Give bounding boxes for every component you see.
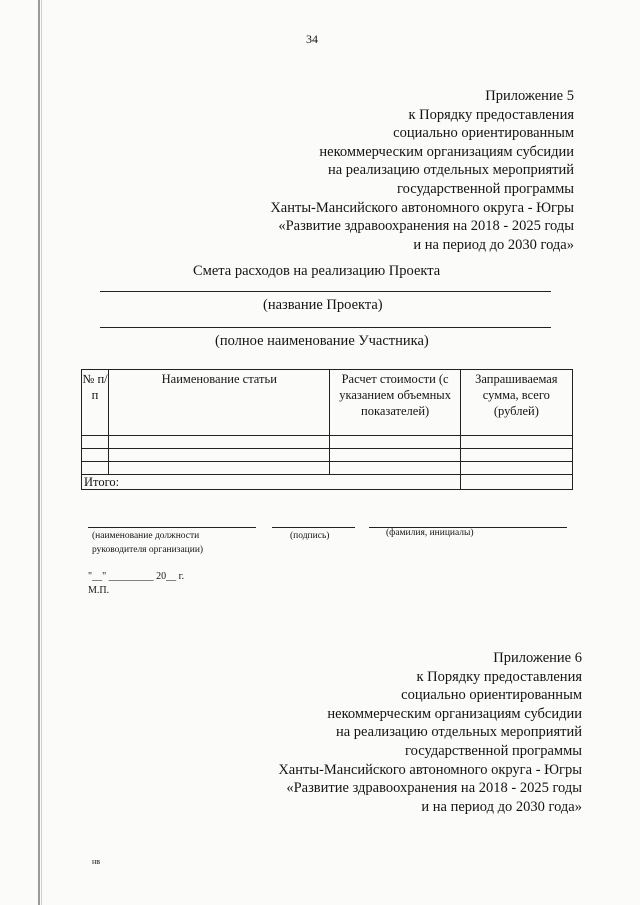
appendix-6-line: некоммерческим организациям субсидии	[327, 705, 582, 722]
appendix-5-line: социально ориентированным	[393, 125, 574, 142]
appendix-6-line: Приложение 6	[493, 650, 582, 666]
participant-fill-line	[100, 327, 551, 328]
appendix-6-line: государственной программы	[405, 742, 582, 759]
table-cell	[109, 449, 330, 462]
table-cell	[330, 462, 460, 475]
page-edge-shadow	[38, 0, 40, 905]
page-edge-shadow-inner	[41, 0, 42, 905]
position-fill-line	[88, 527, 256, 528]
total-value-cell	[460, 475, 572, 490]
footer-mark: нв	[92, 857, 101, 866]
table-cell	[460, 436, 572, 449]
project-name-caption: (название Проекта)	[263, 297, 383, 313]
header-requested-sum: Запрашиваемая сумма, всего (рублей)	[460, 370, 572, 436]
total-label: Итого:	[82, 475, 461, 490]
header-cost-calculation: Расчет стоимости (с указанием объемных показателей)	[330, 370, 460, 436]
appendix-5-line: Ханты-Мансийского автономного округа - Югры	[270, 199, 574, 216]
table-header-row	[82, 370, 573, 436]
appendix-5-line: и на период до 2030 года»	[413, 236, 574, 253]
table-row	[82, 449, 573, 462]
appendix-5-line: «Развитие здравоохранения на 2018 - 2025 годы	[278, 218, 574, 235]
appendix-6-line: и на период до 2030 года»	[421, 798, 582, 815]
appendix-6-line: Ханты-Мансийского автономного округа - Югры	[278, 761, 582, 778]
participant-caption: (полное наименование Участника)	[215, 333, 429, 349]
table-cell	[109, 462, 330, 475]
table-row	[82, 436, 573, 449]
table-cell	[330, 436, 460, 449]
page-number: 34	[306, 32, 318, 46]
name-caption: (фамилия, инициалы)	[386, 528, 474, 538]
table-cell	[109, 436, 330, 449]
project-name-fill-line	[100, 291, 551, 292]
table-row	[82, 462, 573, 475]
table-cell	[82, 449, 109, 462]
stamp-label: М.П.	[88, 585, 110, 596]
appendix-5-line: на реализацию отдельных мероприятий	[327, 162, 574, 179]
header-item-name: Наименование статьи	[109, 370, 330, 436]
signature-caption: (подпись)	[290, 531, 330, 541]
date-line: "__" _________ 20__ г.	[88, 571, 185, 582]
table-cell	[460, 449, 572, 462]
table-cell	[82, 436, 109, 449]
appendix-6-line: социально ориентированным	[401, 687, 582, 704]
appendix-6-header	[278, 649, 582, 816]
header-number: № п/п	[82, 370, 109, 436]
appendix-5-header	[270, 87, 574, 254]
appendix-6-line: к Порядку предоставления	[416, 668, 582, 685]
position-caption-2: руководителя организации)	[92, 545, 204, 555]
table-cell	[82, 462, 109, 475]
signature-fill-line	[272, 527, 355, 528]
appendix-6-line: «Развитие здравоохранения на 2018 - 2025 годы	[286, 780, 582, 797]
appendix-6-line: на реализацию отдельных мероприятий	[335, 724, 582, 741]
appendix-5-line: к Порядку предоставления	[408, 106, 574, 123]
estimate-table	[81, 369, 573, 490]
estimate-title: Смета расходов на реализацию Проекта	[193, 263, 441, 279]
table-total-row	[82, 475, 573, 490]
table-cell	[330, 449, 460, 462]
appendix-5-line: государственной программы	[397, 180, 574, 197]
position-caption: (наименование должности	[92, 531, 200, 541]
appendix-5-line: некоммерческим организациям субсидии	[319, 143, 574, 160]
appendix-5-line: Приложение 5	[485, 88, 574, 104]
table-cell	[460, 462, 572, 475]
